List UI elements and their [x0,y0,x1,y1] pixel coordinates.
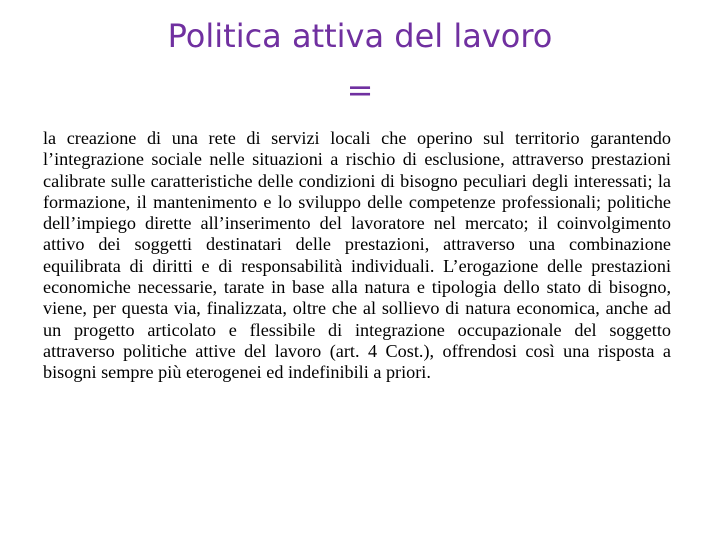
equals-sign: = [346,71,374,109]
slide-title: Politica attiva del lavoro [167,17,553,55]
body-paragraph: la creazione di una rete di servizi locali che operino sul territorio garantendo l’integrazione sociale nelle situazioni a rischio di esclusione, attraverso prestazioni calibrate sulle caratteristiche delle condizioni di bisogno peculiari degli interessati; la formazione, il mantenimento e lo sviluppo delle competenze professionali; politiche dell’impiego dirette all’inserimento del lavoratore nel mercato; il coinvolgimento attivo dei soggetti destinatari delle prestazioni, attraverso una combinazione equilibrata di diritti e di responsabilità individuali. L’erogazione delle prestazioni economiche necessarie, tarate in base alla natura e tipologia dello stato di bisogno, viene, per questa via, finalizzata, oltre che al sollievo di natura economica, anche ad un progetto articolato e flessibile di integrazione occupazionale del soggetto attraverso politiche attive del lavoro (art. 4 Cost.), offrendosi così una risposta a bisogni sempre più eterogenei ed indefinibili a priori. [43,128,671,383]
